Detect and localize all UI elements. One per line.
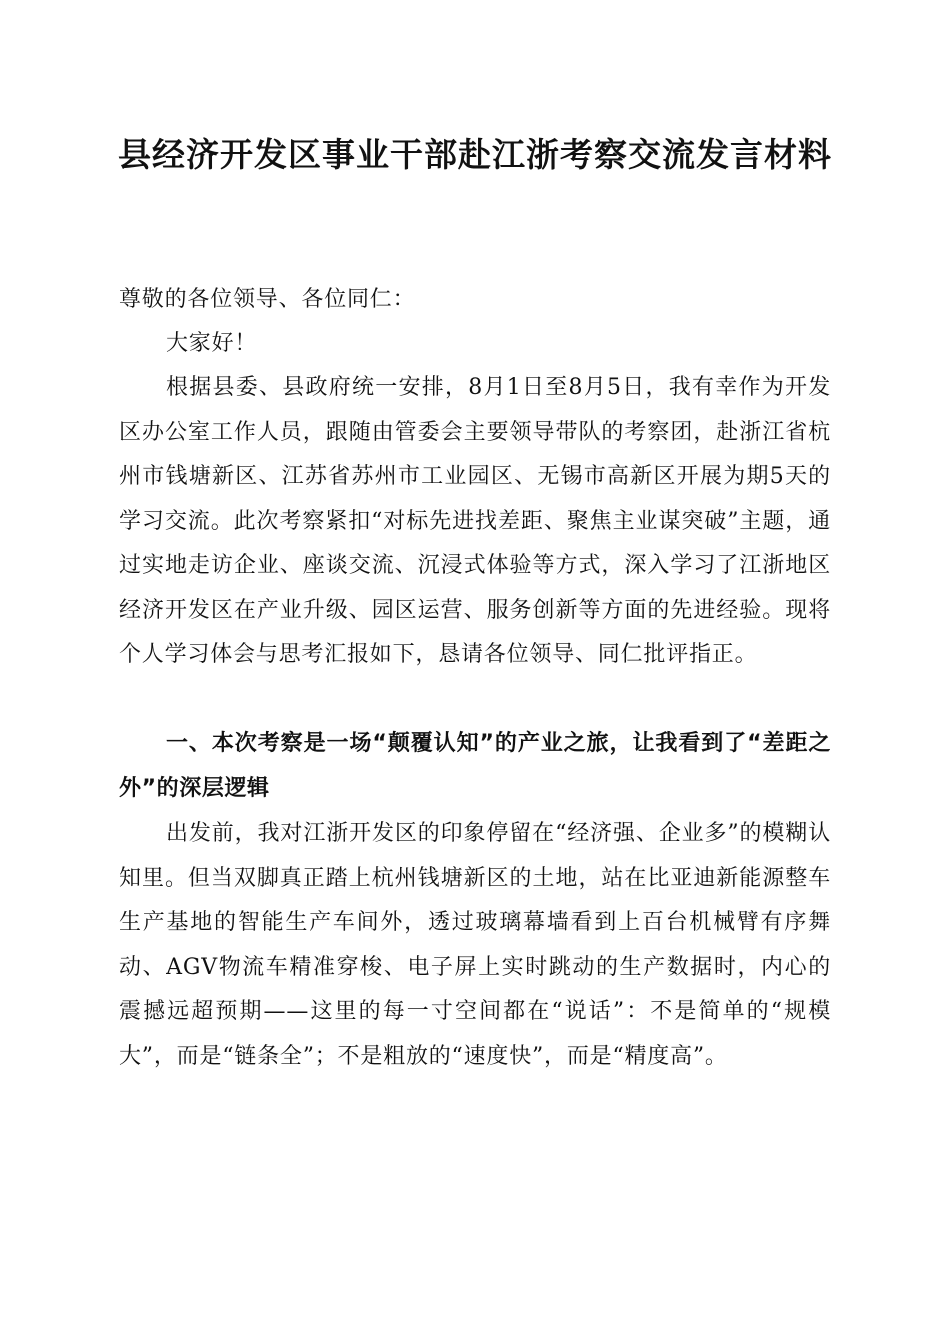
greeting: 大家好！ [166, 331, 258, 356]
document-title: 县经济开发区事业干部赴江浙考察交流发言材料 [118, 135, 832, 174]
intro-paragraph: 根据县委、县政府统一安排，8月1日至8月5日，我有幸作为开发区办公室工作人员，跟随由管委会主要领导带队的考察团，赴浙江省杭州市钱塘新区、江苏省苏州市工业园区、无锡市高新区开展为期5天的学习交流。此次考察紧扣“对标先进找差距、聚焦主业谋突破”主题，通过实地走访企业、座谈交流、沉浸式体验等方式，深入学习了江浙地区经济开发区在产业升级、园区运营、服务创新等方面的先进经验。现将个人学习体会与思考汇报如下，恳请各位领导、同仁批评指正。 [119, 375, 831, 667]
salutation: 尊敬的各位领导、各位同仁： [119, 287, 416, 312]
section-heading-1: 一、本次考察是一场“颠覆认知”的产业之旅，让我看到了“差距之外”的深层逻辑 [119, 731, 831, 801]
section-1-paragraph: 出发前，我对江浙开发区的印象停留在“经济强、企业多”的模糊认知里。但当双脚真正踏上杭州钱塘新区的土地，站在比亚迪新能源整车生产基地的智能生产车间外，透过玻璃幕墙看到上百台机械臂有序舞动、AGV物流车精准穿梭、电子屏上实时跳动的生产数据时，内心的震撼远超预期——这里的每一寸空间都在“说话”：不是简单的“规模大”，而是“链条全”；不是粗放的“速度快”，而是“精度高”。 [119, 821, 831, 1069]
